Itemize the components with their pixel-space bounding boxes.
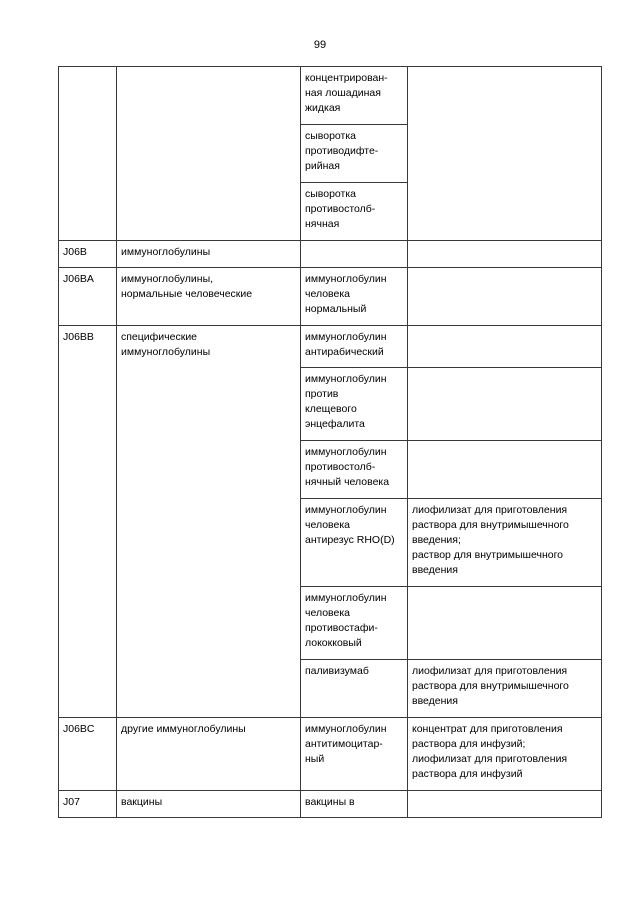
table-row bbox=[59, 718, 602, 791]
group-name-cell: вакцины bbox=[117, 791, 301, 818]
drug-name-cell: вакцины в bbox=[301, 791, 408, 818]
group-name-cell: иммуноглобулины bbox=[117, 241, 301, 268]
drug-name-cell: иммуноглобулин противостолб- нячный человека bbox=[301, 441, 408, 499]
table-row bbox=[59, 241, 602, 268]
table-row bbox=[59, 268, 602, 326]
drug-name-cell: иммуноглобулин против клещевого энцефалита bbox=[301, 368, 408, 441]
page-number: 99 bbox=[313, 39, 327, 51]
drug-name-cell: концентрирован- ная лошадиная жидкая bbox=[301, 67, 408, 125]
drug-name-cell: сыворотка противодифте- рийная bbox=[301, 125, 408, 183]
drug-name-cell: сыворотка противостолб- нячная bbox=[301, 183, 408, 241]
atc-code-cell bbox=[59, 67, 117, 241]
table-row bbox=[59, 67, 602, 125]
atc-code-cell: J07 bbox=[59, 791, 117, 818]
drug-name-cell: паливизумаб bbox=[301, 660, 408, 718]
dosage-form-cell bbox=[408, 587, 602, 660]
table-row bbox=[59, 326, 602, 368]
table-row bbox=[59, 791, 602, 818]
dosage-form-cell bbox=[408, 241, 602, 268]
group-name-cell: иммуноглобулины, нормальные человеческие bbox=[117, 268, 301, 326]
dosage-form-cell bbox=[408, 67, 602, 241]
dosage-form-cell bbox=[408, 368, 602, 441]
group-name-cell: другие иммуноглобулины bbox=[117, 718, 301, 791]
atc-code-cell: J06BC bbox=[59, 718, 117, 791]
dosage-form-cell bbox=[408, 791, 602, 818]
drug-name-cell bbox=[301, 241, 408, 268]
group-name-cell: специфические иммуноглобулины bbox=[117, 326, 301, 718]
drug-name-cell: иммуноглобулин человека противостафи- лококковый bbox=[301, 587, 408, 660]
dosage-form-cell bbox=[408, 441, 602, 499]
atc-code-cell: J06BA bbox=[59, 268, 117, 326]
dosage-form-cell: концентрат для приготовления раствора для инфузий; лиофилизат для приготовления раствора для инфузий bbox=[408, 718, 602, 791]
drug-classification-table bbox=[58, 66, 602, 818]
drug-name-cell: иммуноглобулин человека нормальный bbox=[301, 268, 408, 326]
dosage-form-cell bbox=[408, 268, 602, 326]
drug-name-cell: иммуноглобулин человека антирезус RHO(D) bbox=[301, 499, 408, 587]
group-name-cell bbox=[117, 67, 301, 241]
atc-code-cell: J06BB bbox=[59, 326, 117, 718]
drug-name-cell: иммуноглобулин антитимоцитар- ный bbox=[301, 718, 408, 791]
atc-code-cell: J06B bbox=[59, 241, 117, 268]
dosage-form-cell: лиофилизат для приготовления раствора для внутримышечного введения bbox=[408, 660, 602, 718]
dosage-form-cell: лиофилизат для приготовления раствора для внутримышечного введения; раствор для внутримышечного введения bbox=[408, 499, 602, 587]
drug-name-cell: иммуноглобулин антирабический bbox=[301, 326, 408, 368]
dosage-form-cell bbox=[408, 326, 602, 368]
